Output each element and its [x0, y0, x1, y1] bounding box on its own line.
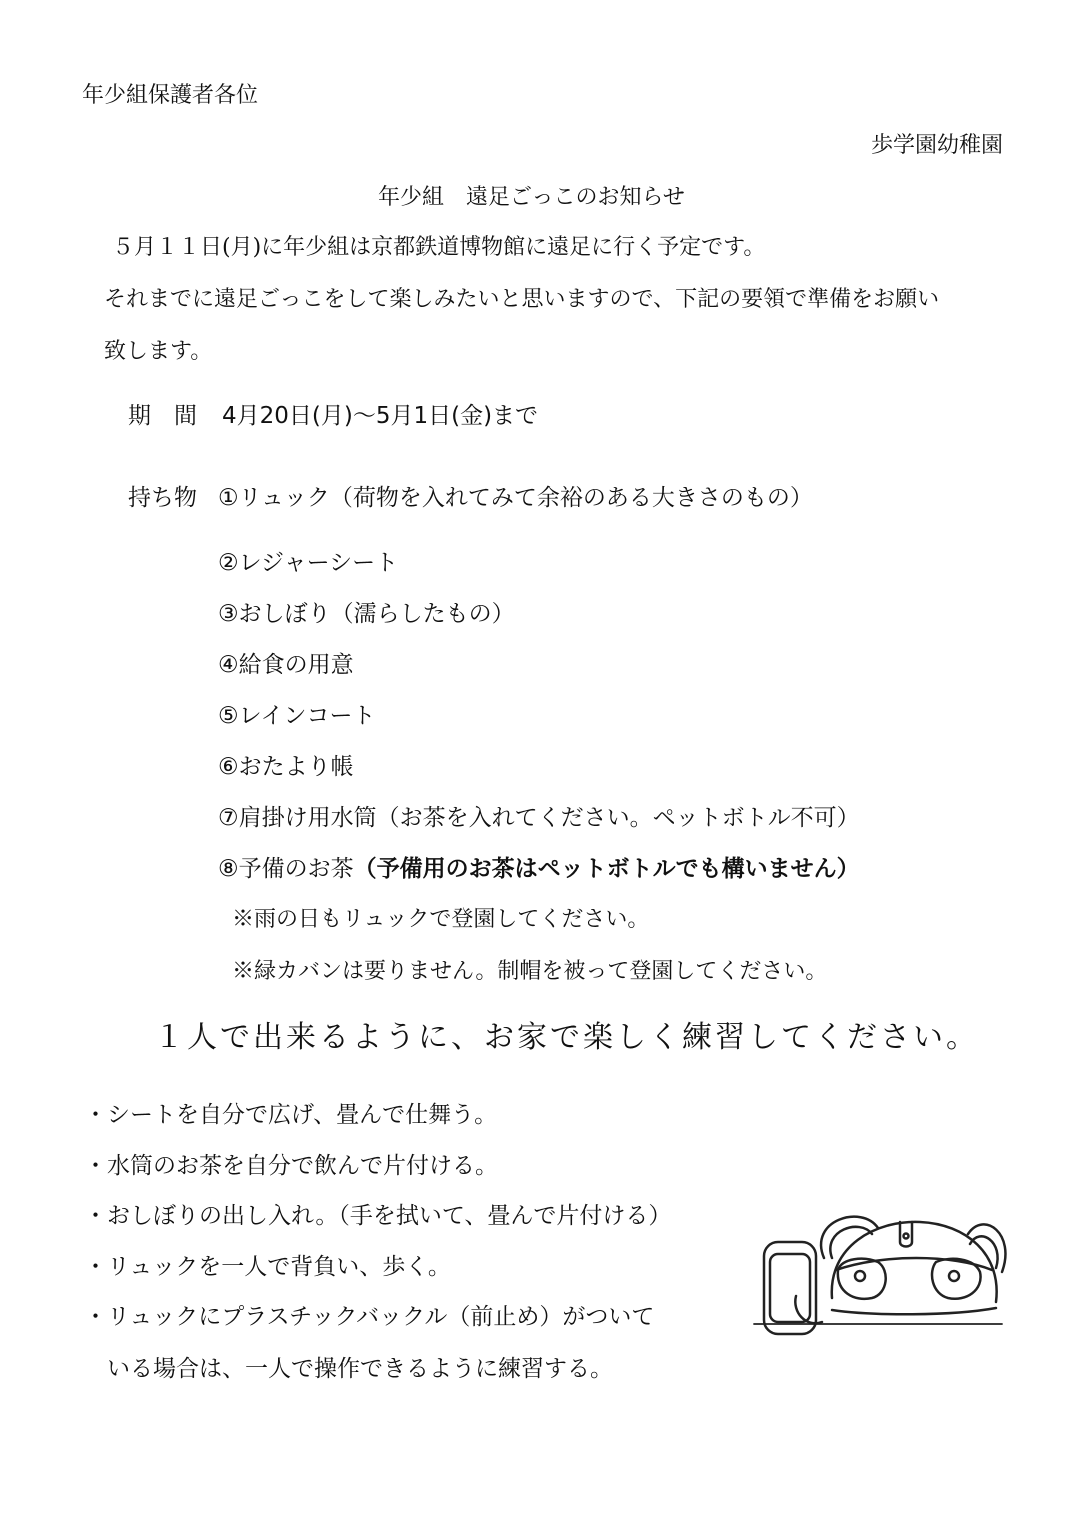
item-8: [218, 850, 860, 883]
intro-line-3: 致します。: [104, 339, 213, 364]
practice-heading: １人で出来るように、お家で楽しく練習してください。: [154, 1020, 979, 1055]
page-title: 年少組 遠足ごっこのお知らせ: [378, 185, 685, 210]
item-6: ⑥おたより帳: [218, 754, 354, 780]
addressee: 年少組保護者各位: [82, 83, 259, 108]
note-rain: ※雨の日もリュックで登園してください。: [232, 907, 650, 932]
item-8-note: （予備用のお茶はペットボトルでも構いません）: [353, 856, 860, 882]
period-value: 4月20日(月)～5月1日(金)まで: [222, 403, 539, 429]
item-7: ⑦肩掛け用水筒（お茶を入れてください。ペットボトル不可）: [218, 805, 860, 831]
period-label: 期 間: [128, 403, 197, 429]
item-3: ③おしぼり（濡らしたもの）: [218, 601, 515, 627]
practice-bullet-2: ・水筒のお茶を自分で飲んで片付ける。: [84, 1153, 498, 1179]
practice-bullet-5: ・リュックにプラスチックバックル（前止め）がついて: [84, 1304, 655, 1330]
practice-bullet-3: ・おしぼりの出し入れ。（手を拭いて、畳んで片付ける）: [84, 1203, 672, 1229]
practice-bullet-6: いる場合は、一人で操作できるように練習する。: [84, 1356, 613, 1382]
backpack-character-illustration: [752, 1198, 1012, 1348]
practice-bullet-4: ・リュックを一人で背負い、歩く。: [84, 1254, 451, 1280]
intro-line-2: それまでに遠足ごっこをして楽しみたいと思いますので、下記の要領で準備をお願い: [104, 287, 940, 312]
sender: 歩学園幼稚園: [870, 133, 1003, 158]
item-8-prefix: ⑧予備のお茶: [218, 856, 354, 882]
item-1: ①リュック（荷物を入れてみて余裕のある大きさのもの）: [218, 485, 813, 511]
intro-line-1: ５月１１日(月)に年少組は京都鉄道博物館に遠足に行く予定です。: [112, 235, 766, 260]
practice-bullet-1: ・シートを自分で広げ、畳んで仕舞う。: [84, 1102, 498, 1128]
item-2: ②レジャーシート: [218, 550, 399, 576]
item-4: ④給食の用意: [218, 652, 354, 678]
items-label: 持ち物: [128, 485, 197, 511]
note-bag: ※緑カバンは要りません。制帽を被って登園してください。: [232, 959, 828, 984]
item-5: ⑤レインコート: [218, 703, 376, 729]
